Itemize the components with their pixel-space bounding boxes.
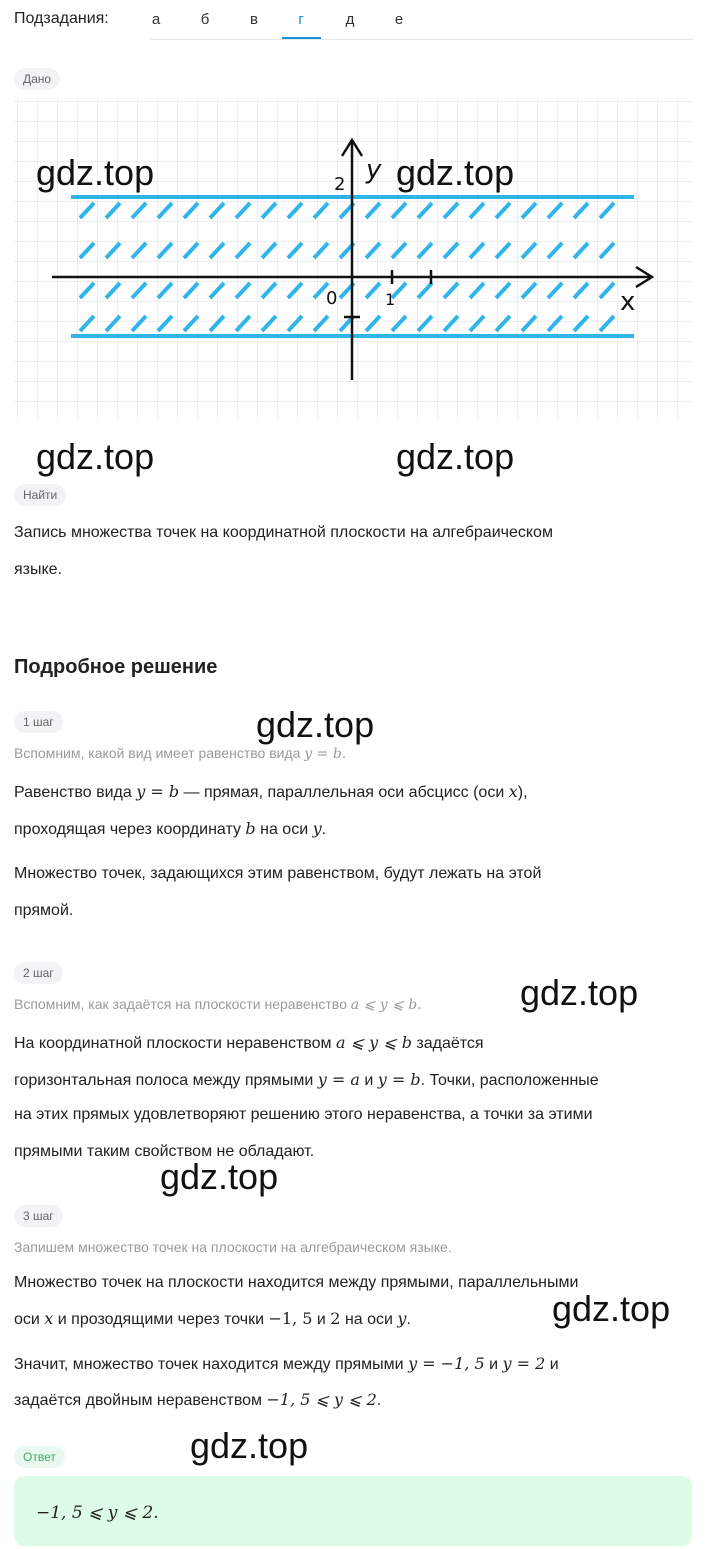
find-text-line2: языке. <box>14 561 63 578</box>
watermark: gdz.top <box>256 704 375 745</box>
tab-e[interactable]: е <box>394 11 404 28</box>
step2-paragraph-line1: На координатной плоскости неравенством a ⩽ y ⩽ b задаётся <box>14 1033 484 1052</box>
watermark: gdz.top <box>36 152 155 193</box>
watermark: gdz.top <box>520 972 639 1013</box>
step1-chip: 1 шаг <box>14 711 63 733</box>
tab-v[interactable]: в <box>250 11 258 28</box>
step3-chip: 3 шаг <box>14 1205 63 1227</box>
step1-paragraph-line4: прямой. <box>14 902 74 919</box>
tab-b[interactable]: б <box>200 11 210 28</box>
origin-label: 0 <box>326 288 338 309</box>
subtasks-label: Подзадания: <box>14 10 109 27</box>
step3-paragraph-line1: Множество точек на плоскости находится между прямыми, параллельными <box>14 1274 579 1291</box>
grid-background <box>14 98 694 420</box>
tabs-divider <box>150 39 694 40</box>
step2-chip: 2 шаг <box>14 962 63 984</box>
step3-paragraph-line4: задаётся двойным неравенством −1, 5 ⩽ y ⩽ 2. <box>14 1390 382 1409</box>
watermark: gdz.top <box>396 152 515 193</box>
step3-paragraph-line2: оси x и прозодящими через точки −1, 5 и 2 на оси y. <box>14 1309 411 1328</box>
step3-paragraph-line3: Значит, множество точек находится между прямыми y = −1, 5 и y = 2 и <box>14 1354 559 1373</box>
step2-paragraph-line3: на этих прямых удовлетворяют решению этого неравенства, а точки за этими <box>14 1106 593 1123</box>
watermark: gdz.top <box>160 1156 279 1197</box>
step1-paragraph-line2: проходящая через координату b на оси y. <box>14 819 327 838</box>
upper-line-label: 2 <box>334 174 346 195</box>
watermark: gdz.top <box>36 436 155 477</box>
step2-hint: Вспомним, как задаётся на плоскости неравенство a ⩽ y ⩽ b. <box>14 996 422 1013</box>
step2-paragraph-line4: прямыми таким свойством не обладают. <box>14 1143 315 1160</box>
active-tab-indicator <box>282 37 321 39</box>
answer-text: −1, 5 ⩽ y ⩽ 2. <box>36 1503 159 1523</box>
watermark: gdz.top <box>190 1425 309 1466</box>
watermark: gdz.top <box>552 1288 671 1329</box>
watermark: gdz.top <box>396 436 515 477</box>
given-chip: Дано <box>14 68 60 90</box>
y-axis-label: y <box>366 155 382 185</box>
x-tick-label: 1 <box>385 290 396 309</box>
coordinate-graph <box>14 98 694 420</box>
step3-hint: Запишем множество точек на плоскости на алгебраическом языке. <box>14 1239 452 1255</box>
find-chip: Найти <box>14 484 66 506</box>
answer-chip: Ответ <box>14 1446 65 1468</box>
step1-hint: Вспомним, какой вид имеет равенство вида y = b. <box>14 745 347 762</box>
step2-paragraph-line2: горизонтальная полоса между прямыми y = a и y = b. Точки, расположенные <box>14 1070 599 1089</box>
solution-title: Подробное решение <box>14 656 218 678</box>
tab-d[interactable]: д <box>345 11 355 28</box>
step1-paragraph-line3: Множество точек, задающихся этим равенством, будут лежать на этой <box>14 865 542 882</box>
step1-paragraph-line1: Равенство вида y = b — прямая, параллельная оси абсцисс (оси x), <box>14 782 528 801</box>
find-text-line1: Запись множества точек на координатной плоскости на алгебраическом <box>14 524 553 541</box>
x-axis-label: x <box>620 287 636 317</box>
tab-a[interactable]: а <box>151 11 161 28</box>
tab-g[interactable]: г <box>298 11 304 28</box>
